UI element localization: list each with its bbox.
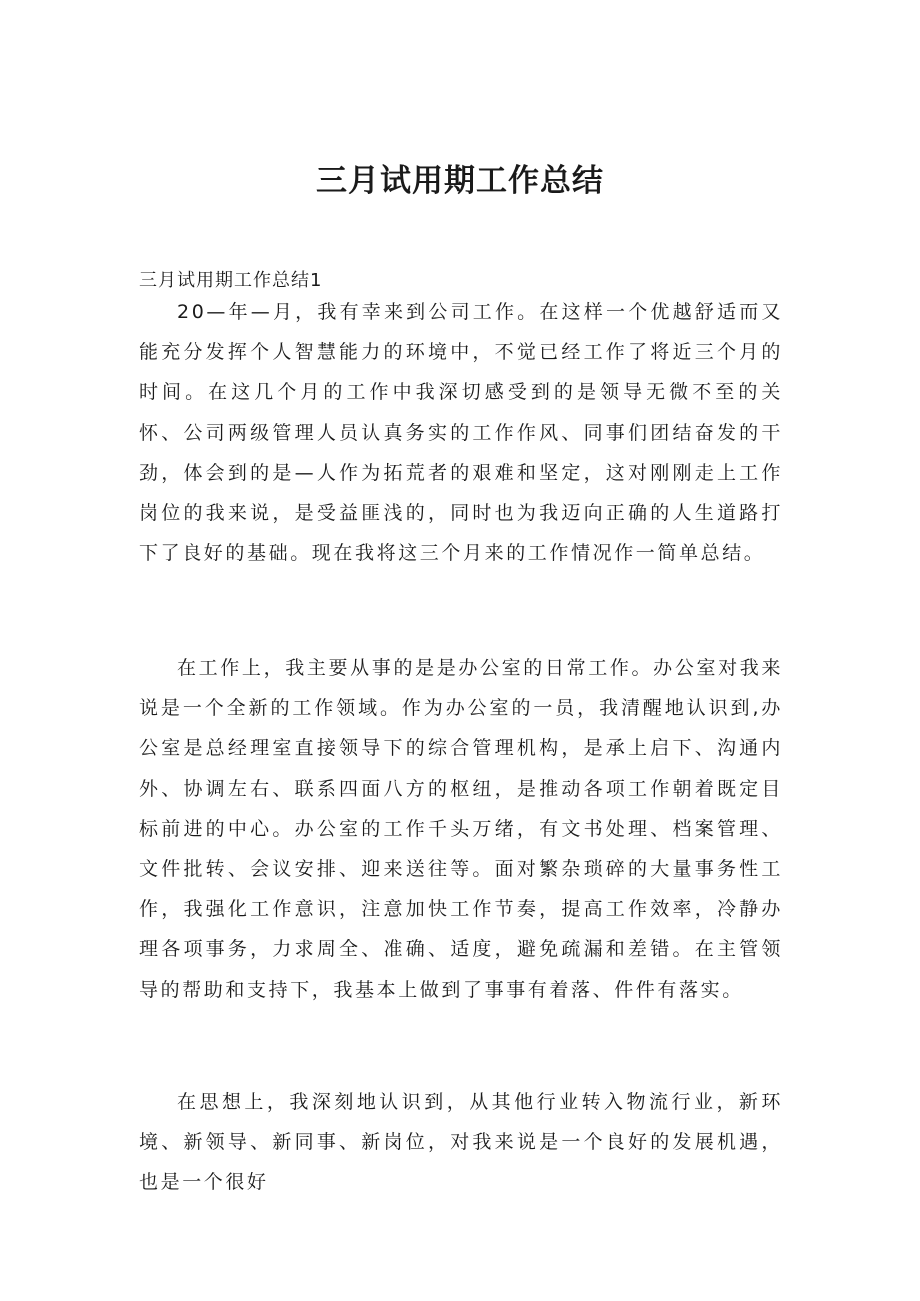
document-title: 三月试用期工作总结 — [316, 163, 604, 199]
paragraph-work: 在工作上，我主要从事的是是办公室的日常工作。办公室对我来说是一个全新的工作领域。作为办公室的一员，我清醒地认识到,办公室是总经理室直接领导下的综合管理机构，是承上启下、沟通内外、协调左右、联系四面八方的枢纽，是推动各项工作朝着既定目标前进的中心。办公室的工作千头万绪，有文书处理、档案管理、文件批转、会议安排、迎来送往等。面对繁杂琐碎的大量事务性工作，我强化工作意识，注意加快工作节奏，提高工作效率，冷静办理各项事务，力求周全、准确、适度，避免疏漏和差错。在主管领导的帮助和支持下，我基本上做到了事事有着落、件件有落实。 — [139, 657, 783, 1001]
section-heading: 三月试用期工作总结1 — [139, 270, 323, 291]
paragraph-intro: 20—年—月，我有幸来到公司工作。在这样一个优越舒适而又能充分发挥个人智慧能力的环境中，不觉已经工作了将近三个月的时间。在这几个月的工作中我深切感受到的是领导无微不至的关怀、公司两级管理人员认真务实的工作作风、同事们团结奋发的干劲，体会到的是—人作为拓荒者的艰难和坚定，这对刚刚走上工作岗位的我来说，是受益匪浅的，同时也为我迈向正确的人生道路打下了良好的基础。现在我将这三个月来的工作情况作一简单总结。 — [139, 301, 783, 565]
paragraph-thought: 在思想上，我深刻地认识到，从其他行业转入物流行业，新环境、新领导、新同事、新岗位，对我来说是一个良好的发展机遇，也是一个很好 — [139, 1091, 783, 1194]
